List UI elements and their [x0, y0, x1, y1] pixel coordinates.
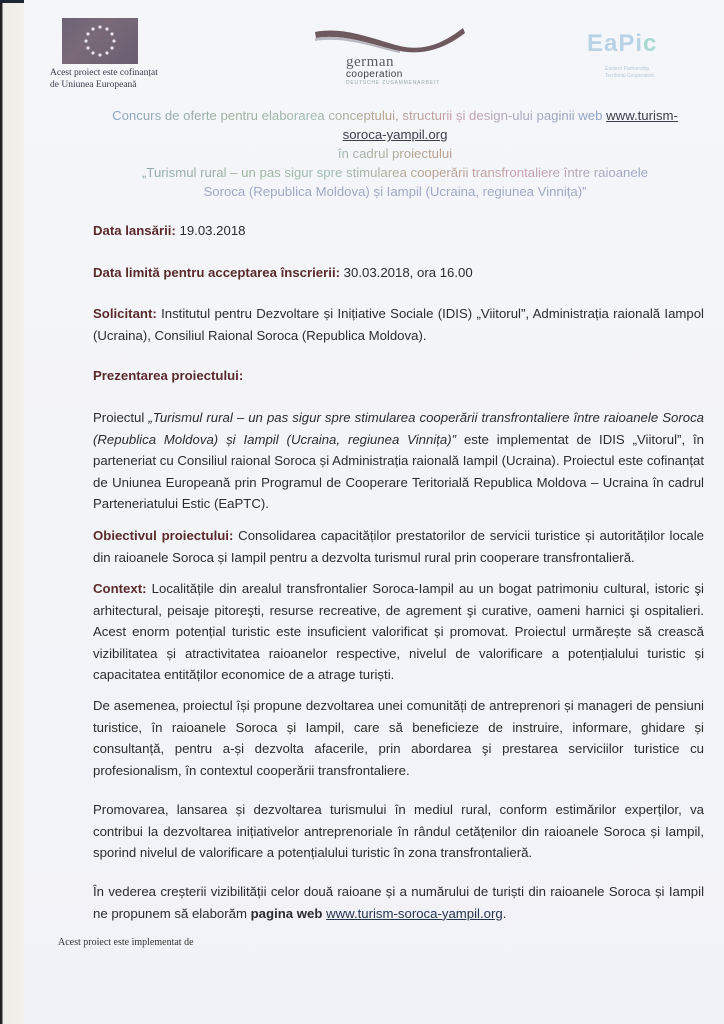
final-text: În vederea creșterii vizibilității celor două raioane și a numărului de turiști din raioanele Soroca și Iampil ne propunem să elaborăm [93, 884, 704, 921]
eu-caption-line1: Acest proiect este cofinanțat [50, 68, 158, 78]
presentation-start: Proiectul [93, 410, 149, 425]
applicant [93, 303, 704, 346]
scan-corner [0, 0, 24, 3]
launch-date [93, 220, 704, 242]
title-line1 [80, 106, 710, 125]
ribbon-icon [305, 18, 480, 58]
eapic-main: EaPi [587, 30, 644, 57]
final-end: . [502, 905, 507, 921]
launch-date-label: Data lansării: [93, 223, 176, 238]
eapic-accent: c [643, 30, 658, 57]
community-paragraph: De asemenea, proiectul își propune dezvoltarea unei comunități de antreprenori și manageri de pensiuni turistice, în raioanele Soroca și Iampil, care să beneficieze de instruire, informare, ghidare și consultanță, pentru a-și dezvolta afacerile, prin abordarea şi prestarea serviciilor turistice cu profesionalism, în contextul cooperării transfrontaliere. [93, 698, 704, 778]
presentation-heading-text: Prezentarea proiectului: [93, 368, 244, 383]
eapic-sub-line1: Eastern Partnership [605, 66, 650, 72]
eapic-wordmark [587, 30, 657, 58]
eapic-logo [587, 24, 697, 84]
presentation-rest: este implementat de IDIS „Viitorul”, în parteneriat cu Consiliul raional Soroca și Administrația raională Iampil (Ucraina). Proiectul este cofinanțat de Uniunea Europeană prin Programul de Cooperare Teritorială Republica Moldova – Ucraina în cadrul Parteneriatului Estic (EaPTC). [93, 431, 705, 511]
objective [93, 525, 704, 568]
title-line2 [80, 125, 710, 144]
eu-caption-line2: de Uniunea Europeană [50, 79, 137, 90]
context [93, 578, 704, 686]
deadline-label: Data limită pentru acceptarea înscrierii: [93, 265, 340, 280]
eapic-subtitle [605, 66, 654, 80]
project-name-line1: „Turismul rural – un pas sigur spre stimularea cooperării transfrontaliere între raioanele [80, 163, 710, 182]
final-paragraph [93, 881, 704, 924]
context-label: Context: [93, 581, 147, 596]
deadline-value: 30.03.2018, ora 16.00 [340, 265, 473, 280]
german-word: german [346, 54, 394, 70]
eu-stars-icon [62, 18, 138, 64]
applicant-label: Solicitant: [93, 306, 157, 321]
launch-date-value: 19.03.2018 [175, 223, 246, 238]
website-link-part1[interactable]: www.turism- [606, 108, 678, 123]
implementation-note: Acest proiect este implementat de [58, 937, 194, 948]
eapic-sub-line2: Territorial Cooperation [605, 73, 655, 79]
presentation-paragraph [93, 407, 704, 515]
applicant-value: Institutul pentru Dezvoltare și Inițiative Sociale (IDIS) „Viitorul”, Administrația raională Iampol (Ucraina), Consiliul Raional Soroca (Republica Moldova). [93, 306, 704, 343]
document-title [80, 106, 710, 201]
final-bold: pagina web [250, 905, 323, 921]
project-title-italic: „Turismul rural – un pas sigur spre stimularea cooperării transfrontaliere între raioanele Soroca (Republica Moldova) și Iampil (Ucraina, regiunea Vinnița)” [93, 410, 704, 447]
objective-label: Obiectivul proiectului: [93, 528, 234, 543]
title-line3: în cadrul proiectului [80, 144, 710, 163]
german-cooperation-logo [305, 18, 480, 93]
objective-value: Consolidarea capacităților prestatorilor de servicii turistice și autorităților locale din raioanele Soroca și Iampil pentru a dezvolta turismul rural prin cooperare transfrontalieră. [93, 528, 705, 565]
promotion-paragraph: Promovarea, lansarea și dezvoltarea turismului în mediul rural, conform estimărilor experților, va contribui la dezvoltarea inițiativelor antreprenoriale în rândul cetățenilor din raioanele Soroca și Iampil, sporind nivelul de valorificare a potențialului turistic în zona transfrontalieră. [93, 802, 704, 860]
deutsche-zusammenarbeit: DEUTSCHE ZUSAMMENARBEIT [346, 80, 440, 86]
scan-left-edge [0, 0, 24, 1024]
presentation-heading [93, 365, 704, 387]
website-link-part2[interactable]: soroca-yampil.org [342, 127, 448, 142]
cooperation-word: cooperation [346, 69, 403, 80]
project-name-line2: Soroca (Republica Moldova) și Iampil (Ucraina, regiunea Vinnița)” [203, 184, 587, 199]
eu-flag-icon [62, 18, 138, 64]
deadline [93, 262, 704, 284]
title-text: Concurs de oferte pentru elaborarea conceptului, structurii și design-ului paginii web [112, 108, 607, 123]
context-value: Localitățile din arealul transfrontalier Soroca-Iampil au un bogat patrimoniu cultural, istoric şi arhitectural, peisaje pitoreşti, resurse recreative, de agrement şi curative, oameni harnici şi ospitalieri. Acest enorm potențial turistic este insuficient valorificat și promovat. Proiectul urmărește să crească vizibilitatea și atractivitatea raioanelor respective, nivelul de valorificare a potențialului turistic și capacitatea entităților economice de a atrage turiști. [93, 581, 704, 682]
eu-caption [50, 68, 220, 91]
website-link[interactable]: www.turism-soroca-yampil.org [326, 905, 503, 921]
